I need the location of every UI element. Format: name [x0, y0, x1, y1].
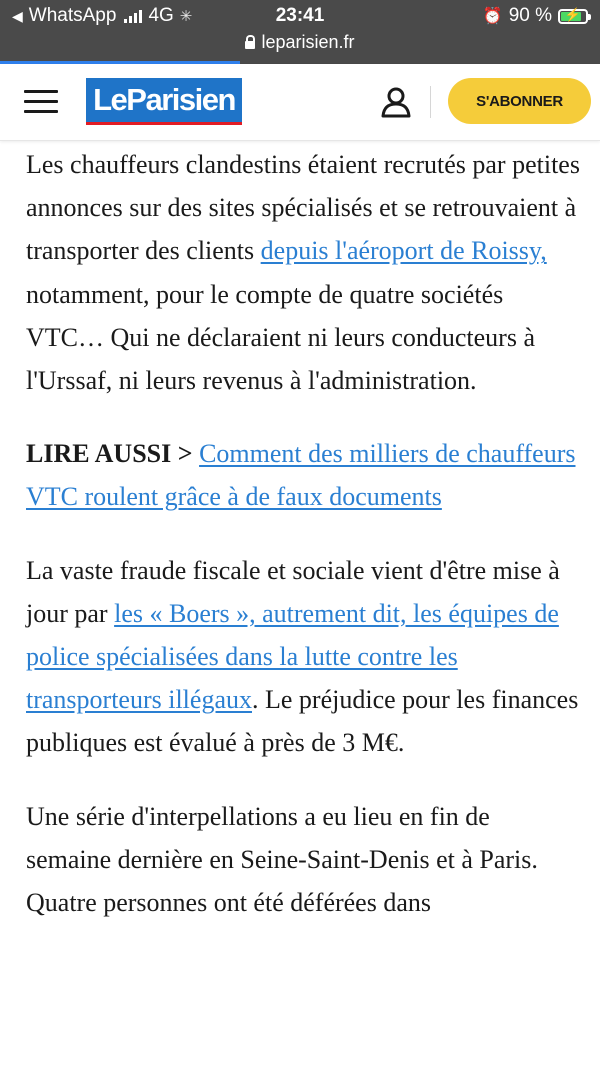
- roissy-link[interactable]: depuis l'aéroport de Roissy,: [260, 236, 547, 266]
- boers-link[interactable]: les « Boers », autrement dit, les équipes de police spécialisées dans la lutte contre les transporteurs illégaux: [26, 598, 559, 715]
- loading-spinner-icon: ✳: [179, 8, 193, 25]
- header-divider: [430, 86, 431, 118]
- alarm-icon: ⏰: [482, 8, 503, 25]
- clock: 23:41: [275, 5, 325, 26]
- lire-aussi-label: LIRE AUSSI >: [26, 439, 193, 469]
- article-paragraph: Les chauffeurs clandestins étaient recrutés par petites annonces sur des sites spécialisés et se retrouvaient à transporter des clients depuis l'aéroport de Roissy, notamment, pour le compte de quatre sociétés VTC… Qui ne déclaraient ni leurs conducteurs à l'Urssaf, ni leurs revenus à l'administration.: [26, 150, 580, 396]
- related-article-link[interactable]: Comment des milliers de chauffeurs VTC roulent grâce à de faux documents: [26, 439, 576, 512]
- article-paragraph: La vaste fraude fiscale et sociale vient d'être mise à jour par les « Boers », autrement dit, les équipes de police spécialisées dans la lutte contre les transporteurs illégaux. Le préjudice pour les finances publiques est évalué à près de 3 M€.: [26, 555, 579, 758]
- network-type: 4G: [148, 5, 174, 26]
- battery-percent: 90 %: [508, 5, 552, 26]
- status-bar: [0, 0, 600, 64]
- article-body: [26, 143, 580, 954]
- article-paragraph: Une série d'interpellations a eu lieu en fin de semaine dernière en Seine-Saint-Denis et à Paris. Quatre personnes ont été déférées dans: [26, 801, 538, 918]
- subscribe-button[interactable]: S'ABONNER: [448, 78, 591, 124]
- charging-bolt-icon: ⚡: [564, 6, 582, 22]
- hamburger-menu-icon[interactable]: [24, 88, 58, 114]
- status-right: [483, 5, 588, 27]
- user-account-icon[interactable]: [380, 86, 412, 118]
- url-text: leparisien.fr: [261, 32, 355, 52]
- battery-icon: [558, 6, 588, 24]
- lock-icon: [245, 41, 255, 49]
- back-app-label: WhatsApp: [28, 5, 117, 26]
- site-logo[interactable]: LeParisien: [86, 78, 242, 125]
- related-article: [26, 432, 580, 518]
- back-arrow-icon: ◀: [12, 7, 23, 24]
- site-header: [0, 64, 600, 141]
- address-bar[interactable]: [0, 32, 600, 53]
